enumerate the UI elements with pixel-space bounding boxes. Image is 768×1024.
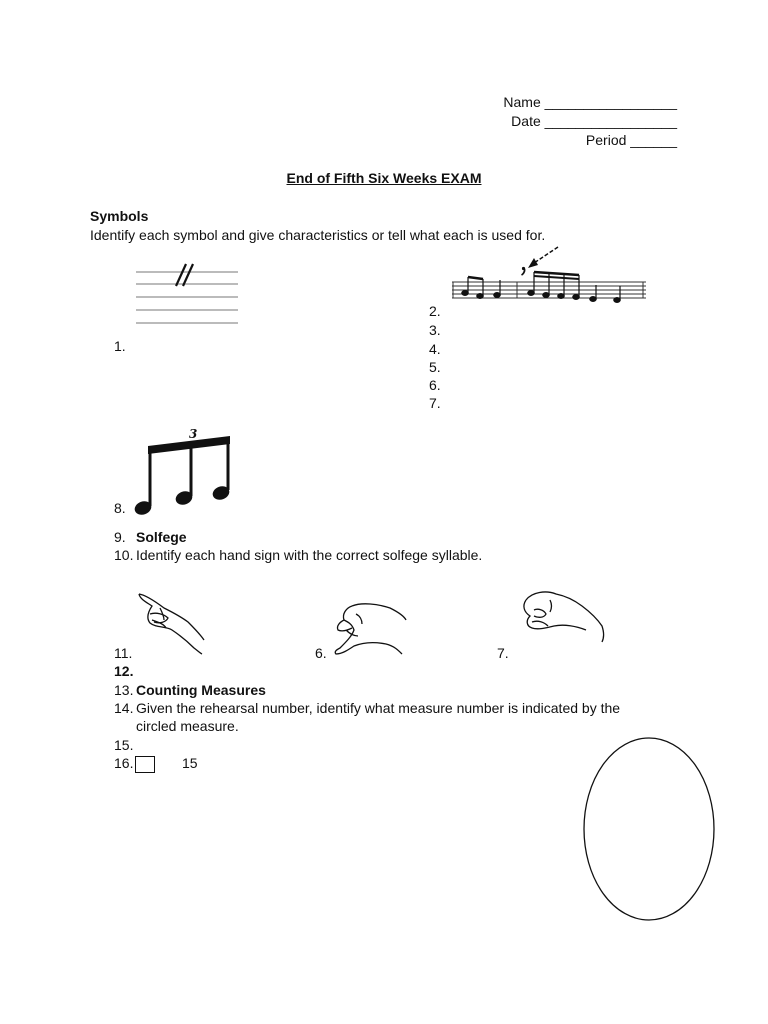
counting-instructions-line2: circled measure.: [136, 718, 239, 734]
note: [543, 293, 549, 298]
item-number-8: 8.: [114, 500, 126, 516]
hand-sign-label-11: 11.: [114, 645, 133, 661]
name-field-label: Name _________________: [503, 94, 677, 110]
period-field-label: Period ______: [585, 132, 677, 148]
solfege-heading: Solfege: [136, 529, 187, 545]
item-number-7: 7.: [429, 395, 441, 411]
caesura-staff-figure: [132, 258, 242, 328]
note: [477, 294, 483, 299]
hand-sign-1-image: [136, 590, 208, 654]
pointer-arrow: [534, 247, 558, 263]
triplet-figure: [134, 424, 244, 514]
item-number-13: 13.: [114, 682, 134, 698]
music-excerpt-figure: [450, 243, 650, 308]
note: [558, 294, 564, 299]
item-number-4: 4.: [429, 341, 441, 357]
note: [573, 295, 579, 300]
item-number-2: 2.: [429, 303, 441, 319]
symbols-heading: Symbols: [90, 208, 149, 224]
item-number-1: 1.: [114, 338, 126, 354]
date-field-label: Date _________________: [511, 113, 677, 129]
hand-sign-2-image: [332, 600, 408, 656]
note: [494, 293, 500, 298]
solfege-instructions: Identify each hand sign with the correct solfege syllable.: [136, 547, 483, 563]
note: [614, 298, 620, 303]
hand-sign-3-image: [516, 586, 606, 650]
item-number-16: 16.: [114, 755, 134, 771]
note: [590, 297, 596, 302]
item-number-15: 15.: [114, 737, 134, 753]
circled-measure-oval: [583, 737, 717, 923]
exam-title: End of Fifth Six Weeks EXAM: [286, 170, 482, 186]
counting-measures-heading: Counting Measures: [136, 682, 266, 698]
hand-sign-label-6: 6.: [315, 645, 327, 661]
item-number-3: 3.: [429, 322, 441, 338]
triplet-number: 3: [189, 427, 198, 441]
item-number-12: 12.: [114, 663, 134, 679]
note: [528, 291, 534, 296]
rehearsal-box: [135, 756, 155, 773]
item-number-6: 6.: [429, 377, 441, 393]
counting-instructions-line1: Given the rehearsal number, identify what measure number is indicated by the: [136, 700, 621, 716]
hand-sign-label-7: 7.: [497, 645, 509, 661]
item-number-14: 14.: [114, 700, 134, 716]
note: [462, 291, 468, 296]
item-number-5: 5.: [429, 359, 441, 375]
symbols-instructions: Identify each symbol and give characteristics or tell what each is used for.: [90, 227, 546, 243]
item-number-10: 10.: [114, 547, 134, 563]
rehearsal-number: 15: [182, 755, 198, 771]
item-number-9: 9.: [114, 529, 126, 545]
